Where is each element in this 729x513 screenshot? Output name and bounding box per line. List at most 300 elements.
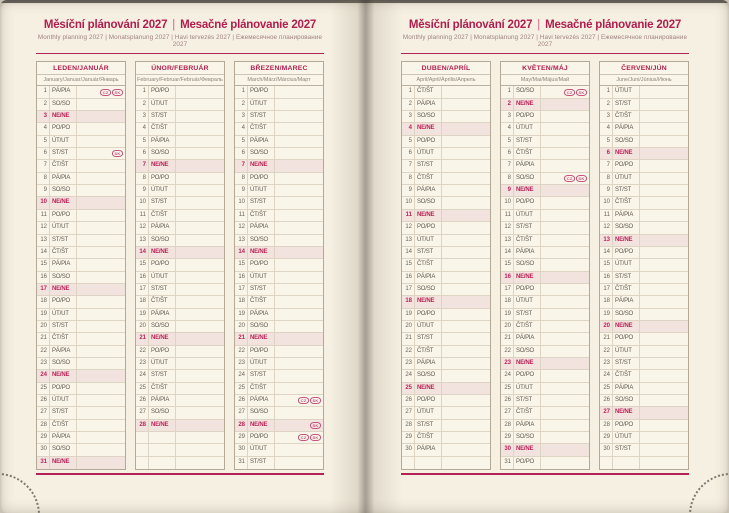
day-row <box>37 432 125 444</box>
day-row <box>600 296 688 308</box>
notes-cell <box>442 86 490 97</box>
day-label: PÁ/PIA <box>50 86 77 97</box>
notes-cell <box>77 148 125 159</box>
day-number: 5 <box>600 136 613 147</box>
day-number: 10 <box>600 197 613 208</box>
day-row <box>600 309 688 321</box>
day-number: 5 <box>136 136 149 147</box>
day-label: PÁ/PIA <box>50 259 77 270</box>
day-label: ST/ST <box>248 457 275 469</box>
day-row <box>37 358 125 370</box>
notes-cell <box>541 321 589 332</box>
day-row <box>136 420 224 432</box>
day-label: PO/PO <box>50 383 77 394</box>
day-row <box>37 173 125 185</box>
day-number: 17 <box>600 284 613 295</box>
day-label: SO/SO <box>415 284 442 295</box>
notes-cell <box>640 395 688 406</box>
day-label: ST/ST <box>415 247 442 258</box>
day-label: SO/SO <box>248 148 275 159</box>
day-number: 12 <box>235 222 248 233</box>
notes-cell <box>275 407 323 418</box>
notes-cell <box>442 457 490 469</box>
book-top-edge <box>0 0 729 3</box>
notes-cell <box>275 370 323 381</box>
day-row <box>501 346 589 358</box>
day-label: ÚT/UT <box>248 272 275 283</box>
day-number: 15 <box>501 259 514 270</box>
day-row <box>235 272 323 284</box>
day-row <box>600 148 688 160</box>
day-number: 16 <box>136 272 149 283</box>
day-label: SO/SO <box>248 235 275 246</box>
day-number: 27 <box>402 407 415 418</box>
day-number: 25 <box>600 383 613 394</box>
day-number: 13 <box>37 235 50 246</box>
day-number: 11 <box>600 210 613 221</box>
notes-cell <box>275 444 323 455</box>
notes-cell <box>176 395 224 406</box>
day-label: SO/SO <box>514 346 541 357</box>
day-number: 27 <box>235 407 248 418</box>
day-number: 16 <box>600 272 613 283</box>
notes-cell <box>176 173 224 184</box>
day-number: 12 <box>501 222 514 233</box>
day-row <box>37 333 125 345</box>
day-row <box>136 309 224 321</box>
notes-cell <box>541 197 589 208</box>
day-label: NE/NE <box>149 247 176 258</box>
day-row <box>136 321 224 333</box>
day-label: ÚT/UT <box>613 173 640 184</box>
day-row <box>501 358 589 370</box>
day-row <box>402 235 490 247</box>
month-column <box>500 61 590 470</box>
day-label: SO/SO <box>50 444 77 455</box>
day-number: 29 <box>501 432 514 443</box>
day-row <box>136 86 224 98</box>
day-number: 2 <box>235 99 248 110</box>
day-row <box>501 259 589 271</box>
notes-cell <box>176 284 224 295</box>
holiday-badge-cz-icon: CZ <box>564 89 575 96</box>
day-row <box>136 296 224 308</box>
day-label: SO/SO <box>248 321 275 332</box>
day-number: 30 <box>600 444 613 455</box>
day-row <box>235 358 323 370</box>
day-label: NE/NE <box>514 272 541 283</box>
day-number: 16 <box>501 272 514 283</box>
day-label: ST/ST <box>149 284 176 295</box>
day-number: 9 <box>501 185 514 196</box>
notes-cell <box>77 272 125 283</box>
day-label: PÁ/PIA <box>613 296 640 307</box>
day-number: 14 <box>600 247 613 258</box>
day-label: ST/ST <box>50 407 77 418</box>
day-label: ST/ST <box>149 370 176 381</box>
day-label: ČT/ŠT <box>613 111 640 122</box>
day-number: 19 <box>235 309 248 320</box>
day-label: SO/SO <box>415 197 442 208</box>
notes-cell <box>640 173 688 184</box>
day-label: PO/PO <box>149 173 176 184</box>
notes-cell <box>77 284 125 295</box>
day-number: 8 <box>235 173 248 184</box>
day-number: 4 <box>136 123 149 134</box>
day-row <box>235 197 323 209</box>
day-label: PÁ/PIA <box>248 309 275 320</box>
notes-cell <box>176 420 224 431</box>
day-number: 23 <box>501 358 514 369</box>
notes-cell <box>275 222 323 233</box>
day-row <box>235 432 323 444</box>
day-row <box>402 296 490 308</box>
day-label: SO/SO <box>50 99 77 110</box>
day-number: 2 <box>136 99 149 110</box>
day-number: 25 <box>402 383 415 394</box>
day-label: ST/ST <box>50 148 77 159</box>
notes-cell <box>176 185 224 196</box>
notes-cell <box>176 111 224 122</box>
day-label: ST/ST <box>248 284 275 295</box>
day-number: 22 <box>136 346 149 357</box>
notes-cell <box>640 432 688 443</box>
day-label: ČT/ŠT <box>248 210 275 221</box>
day-row <box>136 160 224 172</box>
day-label: ÚT/UT <box>613 346 640 357</box>
notes-cell <box>77 197 125 208</box>
day-row <box>501 321 589 333</box>
notes-cell <box>541 432 589 443</box>
notes-cell <box>541 86 589 97</box>
notes-cell <box>275 160 323 171</box>
day-row <box>402 432 490 444</box>
day-number <box>136 432 149 443</box>
page-subtitle: Monthly planning 2027 | Monatsplanung 2027 | Havi tervezés 2027 | Ежемесячное планирование 2027 <box>37 34 323 48</box>
day-number: 1 <box>501 86 514 97</box>
notes-cell <box>176 383 224 394</box>
day-row <box>600 173 688 185</box>
day-number: 11 <box>37 210 50 221</box>
notes-cell <box>176 321 224 332</box>
notes-cell <box>176 457 224 469</box>
day-number: 31 <box>37 457 50 469</box>
notes-cell <box>442 173 490 184</box>
day-label: PO/PO <box>514 111 541 122</box>
notes-cell <box>442 346 490 357</box>
day-row <box>235 395 323 407</box>
day-row <box>136 346 224 358</box>
month-column <box>599 61 689 470</box>
day-number: 16 <box>402 272 415 283</box>
day-number: 30 <box>235 444 248 455</box>
day-label: ÚT/UT <box>149 272 176 283</box>
page-title <box>401 19 689 31</box>
day-number: 19 <box>37 309 50 320</box>
notes-cell <box>176 136 224 147</box>
day-number: 26 <box>600 395 613 406</box>
notes-cell <box>541 296 589 307</box>
day-label: NE/NE <box>415 210 442 221</box>
months-right <box>401 61 689 470</box>
day-label: PO/PO <box>613 160 640 171</box>
day-row <box>136 432 224 444</box>
day-number: 21 <box>235 333 248 344</box>
day-row <box>501 235 589 247</box>
day-label: SO/SO <box>50 185 77 196</box>
day-label: PÁ/PIA <box>613 383 640 394</box>
notes-cell <box>541 457 589 469</box>
day-row <box>136 99 224 111</box>
day-number: 20 <box>402 321 415 332</box>
day-number: 1 <box>136 86 149 97</box>
holiday-badge-cz-icon: CZ <box>298 397 309 404</box>
notes-cell <box>640 123 688 134</box>
day-row <box>402 123 490 135</box>
day-number: 6 <box>402 148 415 159</box>
day-label: ST/ST <box>248 111 275 122</box>
corner-perforation-left <box>0 473 40 513</box>
day-label: NE/NE <box>248 160 275 171</box>
notes-cell <box>640 210 688 221</box>
day-label: SO/SO <box>248 407 275 418</box>
day-row <box>235 185 323 197</box>
day-row <box>600 111 688 123</box>
day-number: 7 <box>501 160 514 171</box>
notes-cell <box>176 444 224 455</box>
day-row <box>402 420 490 432</box>
day-row <box>37 136 125 148</box>
notes-cell <box>442 136 490 147</box>
notes-cell <box>275 210 323 221</box>
day-label: PÁ/PIA <box>149 136 176 147</box>
day-label: NE/NE <box>613 321 640 332</box>
notes-cell <box>77 358 125 369</box>
month-header: ČERVEN/JÚN <box>600 62 688 75</box>
title-separator: | <box>172 19 176 31</box>
day-number: 4 <box>600 123 613 134</box>
months-left <box>36 61 324 470</box>
day-row <box>37 370 125 382</box>
day-label: PÁ/PIA <box>149 395 176 406</box>
day-label: SO/SO <box>514 86 541 97</box>
day-row <box>600 333 688 345</box>
day-row <box>37 111 125 123</box>
day-label: PÁ/PIA <box>514 247 541 258</box>
day-number: 21 <box>37 333 50 344</box>
day-label: PO/PO <box>50 123 77 134</box>
notes-cell <box>176 407 224 418</box>
day-label: ÚT/UT <box>415 321 442 332</box>
day-number: 24 <box>600 370 613 381</box>
day-label: NE/NE <box>50 370 77 381</box>
day-number: 7 <box>402 160 415 171</box>
day-row <box>136 407 224 419</box>
day-number: 21 <box>600 333 613 344</box>
day-row <box>235 296 323 308</box>
day-label: ČT/ŠT <box>248 296 275 307</box>
day-number: 22 <box>235 346 248 357</box>
day-label: NE/NE <box>149 333 176 344</box>
day-number: 6 <box>136 148 149 159</box>
day-row <box>402 136 490 148</box>
day-number: 27 <box>501 407 514 418</box>
day-label: ÚT/UT <box>50 136 77 147</box>
month-header: ÚNOR/FEBRUÁR <box>136 62 224 75</box>
day-number: 17 <box>37 284 50 295</box>
day-row <box>37 420 125 432</box>
day-number: 3 <box>37 111 50 122</box>
day-label: ÚT/UT <box>149 99 176 110</box>
day-number: 2 <box>600 99 613 110</box>
notes-cell <box>640 420 688 431</box>
day-row <box>235 383 323 395</box>
notes-cell <box>275 185 323 196</box>
notes-cell <box>176 432 224 443</box>
day-label: PÁ/PIA <box>415 272 442 283</box>
day-row <box>37 457 125 469</box>
day-row <box>600 383 688 395</box>
day-label: NE/NE <box>248 247 275 258</box>
notes-cell <box>541 123 589 134</box>
day-row <box>600 222 688 234</box>
day-label: NE/NE <box>415 296 442 307</box>
day-label: ÚT/UT <box>613 86 640 97</box>
day-number: 23 <box>136 358 149 369</box>
notes-cell <box>442 210 490 221</box>
notes-cell <box>176 99 224 110</box>
notes-cell <box>442 111 490 122</box>
holiday-badge-sk-icon: SK <box>576 89 587 96</box>
day-number: 28 <box>402 420 415 431</box>
day-number: 13 <box>402 235 415 246</box>
notes-cell <box>77 235 125 246</box>
day-label: ČT/ŠT <box>415 173 442 184</box>
holiday-badge-sk-icon: SK <box>576 175 587 182</box>
notes-cell <box>275 148 323 159</box>
page-title-cs: Měsíční plánování 2027 <box>408 19 533 31</box>
day-number: 11 <box>402 210 415 221</box>
day-label: PO/PO <box>149 346 176 357</box>
day-number: 21 <box>402 333 415 344</box>
day-number: 22 <box>402 346 415 357</box>
day-row <box>402 173 490 185</box>
day-label: ST/ST <box>613 358 640 369</box>
notes-cell <box>77 333 125 344</box>
day-number: 29 <box>402 432 415 443</box>
day-row <box>402 222 490 234</box>
day-label: NE/NE <box>613 148 640 159</box>
notes-cell <box>640 247 688 258</box>
day-label: PO/PO <box>248 346 275 357</box>
day-label: NE/NE <box>613 235 640 246</box>
day-row <box>37 346 125 358</box>
day-label: PO/PO <box>149 86 176 97</box>
day-number: 7 <box>136 160 149 171</box>
day-number: 23 <box>600 358 613 369</box>
day-number: 29 <box>235 432 248 443</box>
notes-cell <box>176 272 224 283</box>
day-number: 29 <box>600 432 613 443</box>
day-number: 4 <box>235 123 248 134</box>
notes-cell <box>77 210 125 221</box>
day-number: 15 <box>136 259 149 270</box>
notes-cell <box>442 235 490 246</box>
day-number: 10 <box>37 197 50 208</box>
day-number: 3 <box>600 111 613 122</box>
notes-cell <box>77 99 125 110</box>
notes-cell <box>275 309 323 320</box>
day-row <box>501 173 589 185</box>
notes-cell <box>176 86 224 97</box>
day-number: 5 <box>37 136 50 147</box>
title-underline <box>401 53 689 54</box>
day-row <box>402 259 490 271</box>
day-row <box>235 333 323 345</box>
day-label: ČT/ŠT <box>149 210 176 221</box>
day-number: 12 <box>37 222 50 233</box>
notes-cell <box>275 420 323 431</box>
day-row <box>501 185 589 197</box>
notes-cell <box>176 370 224 381</box>
month-languages: April/April/Április/Апрель <box>402 75 490 86</box>
day-row <box>136 111 224 123</box>
day-row <box>235 444 323 456</box>
day-row <box>600 272 688 284</box>
day-row <box>37 185 125 197</box>
notes-cell <box>442 259 490 270</box>
day-row <box>37 284 125 296</box>
day-number: 28 <box>501 420 514 431</box>
day-number: 19 <box>402 309 415 320</box>
holiday-badge-sk-icon: SK <box>310 397 321 404</box>
notes-cell <box>442 197 490 208</box>
day-row <box>402 370 490 382</box>
day-row <box>501 333 589 345</box>
day-label: ÚT/UT <box>149 185 176 196</box>
day-label: ÚT/UT <box>514 383 541 394</box>
notes-cell <box>541 395 589 406</box>
day-label: ÚT/UT <box>248 444 275 455</box>
day-label: ST/ST <box>514 222 541 233</box>
day-label: ČT/ŠT <box>415 432 442 443</box>
day-number: 15 <box>600 259 613 270</box>
day-label: NE/NE <box>50 284 77 295</box>
day-number: 18 <box>600 296 613 307</box>
page-title-sk: Mesačné plánovanie 2027 <box>545 19 682 31</box>
notes-cell <box>176 358 224 369</box>
day-row <box>136 235 224 247</box>
notes-cell <box>77 185 125 196</box>
notes-cell <box>442 272 490 283</box>
notes-cell <box>77 296 125 307</box>
day-row <box>136 358 224 370</box>
month-languages: June/Juni/Június/Июнь <box>600 75 688 86</box>
day-number: 1 <box>37 86 50 97</box>
day-row <box>37 444 125 456</box>
notes-cell <box>275 197 323 208</box>
notes-cell <box>275 358 323 369</box>
day-label: PO/PO <box>613 333 640 344</box>
day-row <box>600 185 688 197</box>
day-number: 2 <box>402 99 415 110</box>
day-number: 2 <box>37 99 50 110</box>
notes-cell <box>541 99 589 110</box>
day-label: PÁ/PIA <box>248 395 275 406</box>
notes-cell <box>640 185 688 196</box>
notes-cell <box>176 123 224 134</box>
day-row <box>501 370 589 382</box>
